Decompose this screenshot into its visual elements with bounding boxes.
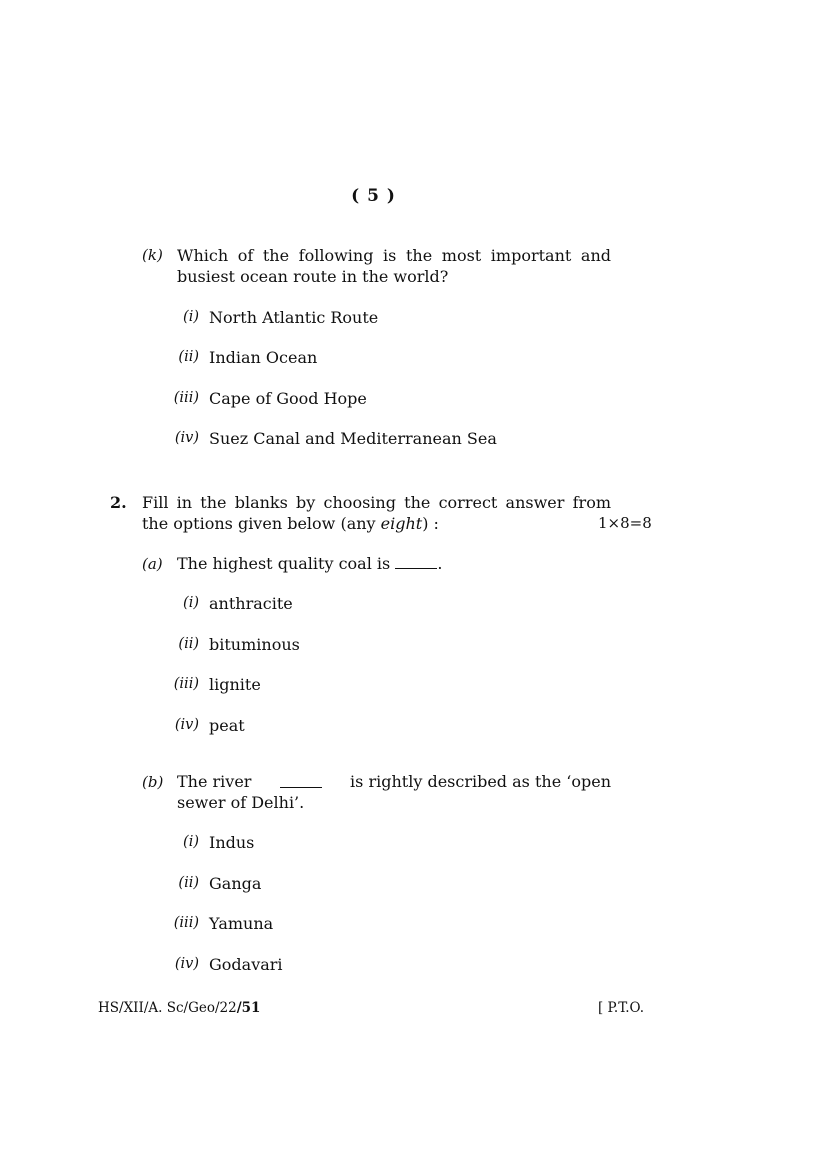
option-text: peat xyxy=(209,716,245,735)
part-b-label: (b) xyxy=(142,773,164,791)
option-text: anthracite xyxy=(209,594,293,613)
option-text: bituminous xyxy=(209,635,300,654)
pto-label: [ P.T.O. xyxy=(598,1000,645,1016)
question-2-line1: Fill in the blanks by choosing the correct answer from xyxy=(142,493,611,512)
option-label: (iii) xyxy=(173,390,199,406)
option-text: Indus xyxy=(209,833,255,852)
option-label: (ii) xyxy=(178,636,199,652)
option-label: (iv) xyxy=(174,430,199,446)
option-label: (iii) xyxy=(173,676,199,692)
part-b-line1: The river is rightly described as the ‘open xyxy=(177,772,611,791)
option-text: Cape of Good Hope xyxy=(209,389,367,408)
part-a-label: (a) xyxy=(142,555,163,573)
option-text: lignite xyxy=(209,675,261,694)
option-text: Yamuna xyxy=(209,914,274,933)
option-label: (iv) xyxy=(174,956,199,972)
option-text: North Atlantic Route xyxy=(209,308,379,327)
option-label: (iv) xyxy=(174,717,199,733)
option-label: (i) xyxy=(183,595,199,611)
part-b-line2: sewer of Delhi’. xyxy=(177,793,305,812)
option-label: (ii) xyxy=(178,875,199,891)
paper-code: HS/XII/A. Sc/Geo/22/51 xyxy=(98,1000,261,1016)
option-text: Suez Canal and Mediterranean Sea xyxy=(209,429,497,448)
option-label: (i) xyxy=(183,309,199,325)
option-label: (iii) xyxy=(173,915,199,931)
option-text: Godavari xyxy=(209,955,283,974)
option-text: Indian Ocean xyxy=(209,348,318,367)
marks-label: 1×8=8 xyxy=(598,514,652,532)
question-k-line2: busiest ocean route in the world? xyxy=(177,267,449,286)
option-label: (ii) xyxy=(178,349,199,365)
question-k-label: (k) xyxy=(142,246,163,264)
question-2-line2: the options given below (any eight) : xyxy=(142,514,439,533)
option-label: (i) xyxy=(183,834,199,850)
part-a-text: The highest quality coal is . xyxy=(177,554,443,573)
question-2-number: 2. xyxy=(110,493,127,512)
page-number: ( 5 ) xyxy=(351,186,396,206)
option-text: Ganga xyxy=(209,874,262,893)
question-k-line1: Which of the following is the most important and xyxy=(177,246,611,265)
